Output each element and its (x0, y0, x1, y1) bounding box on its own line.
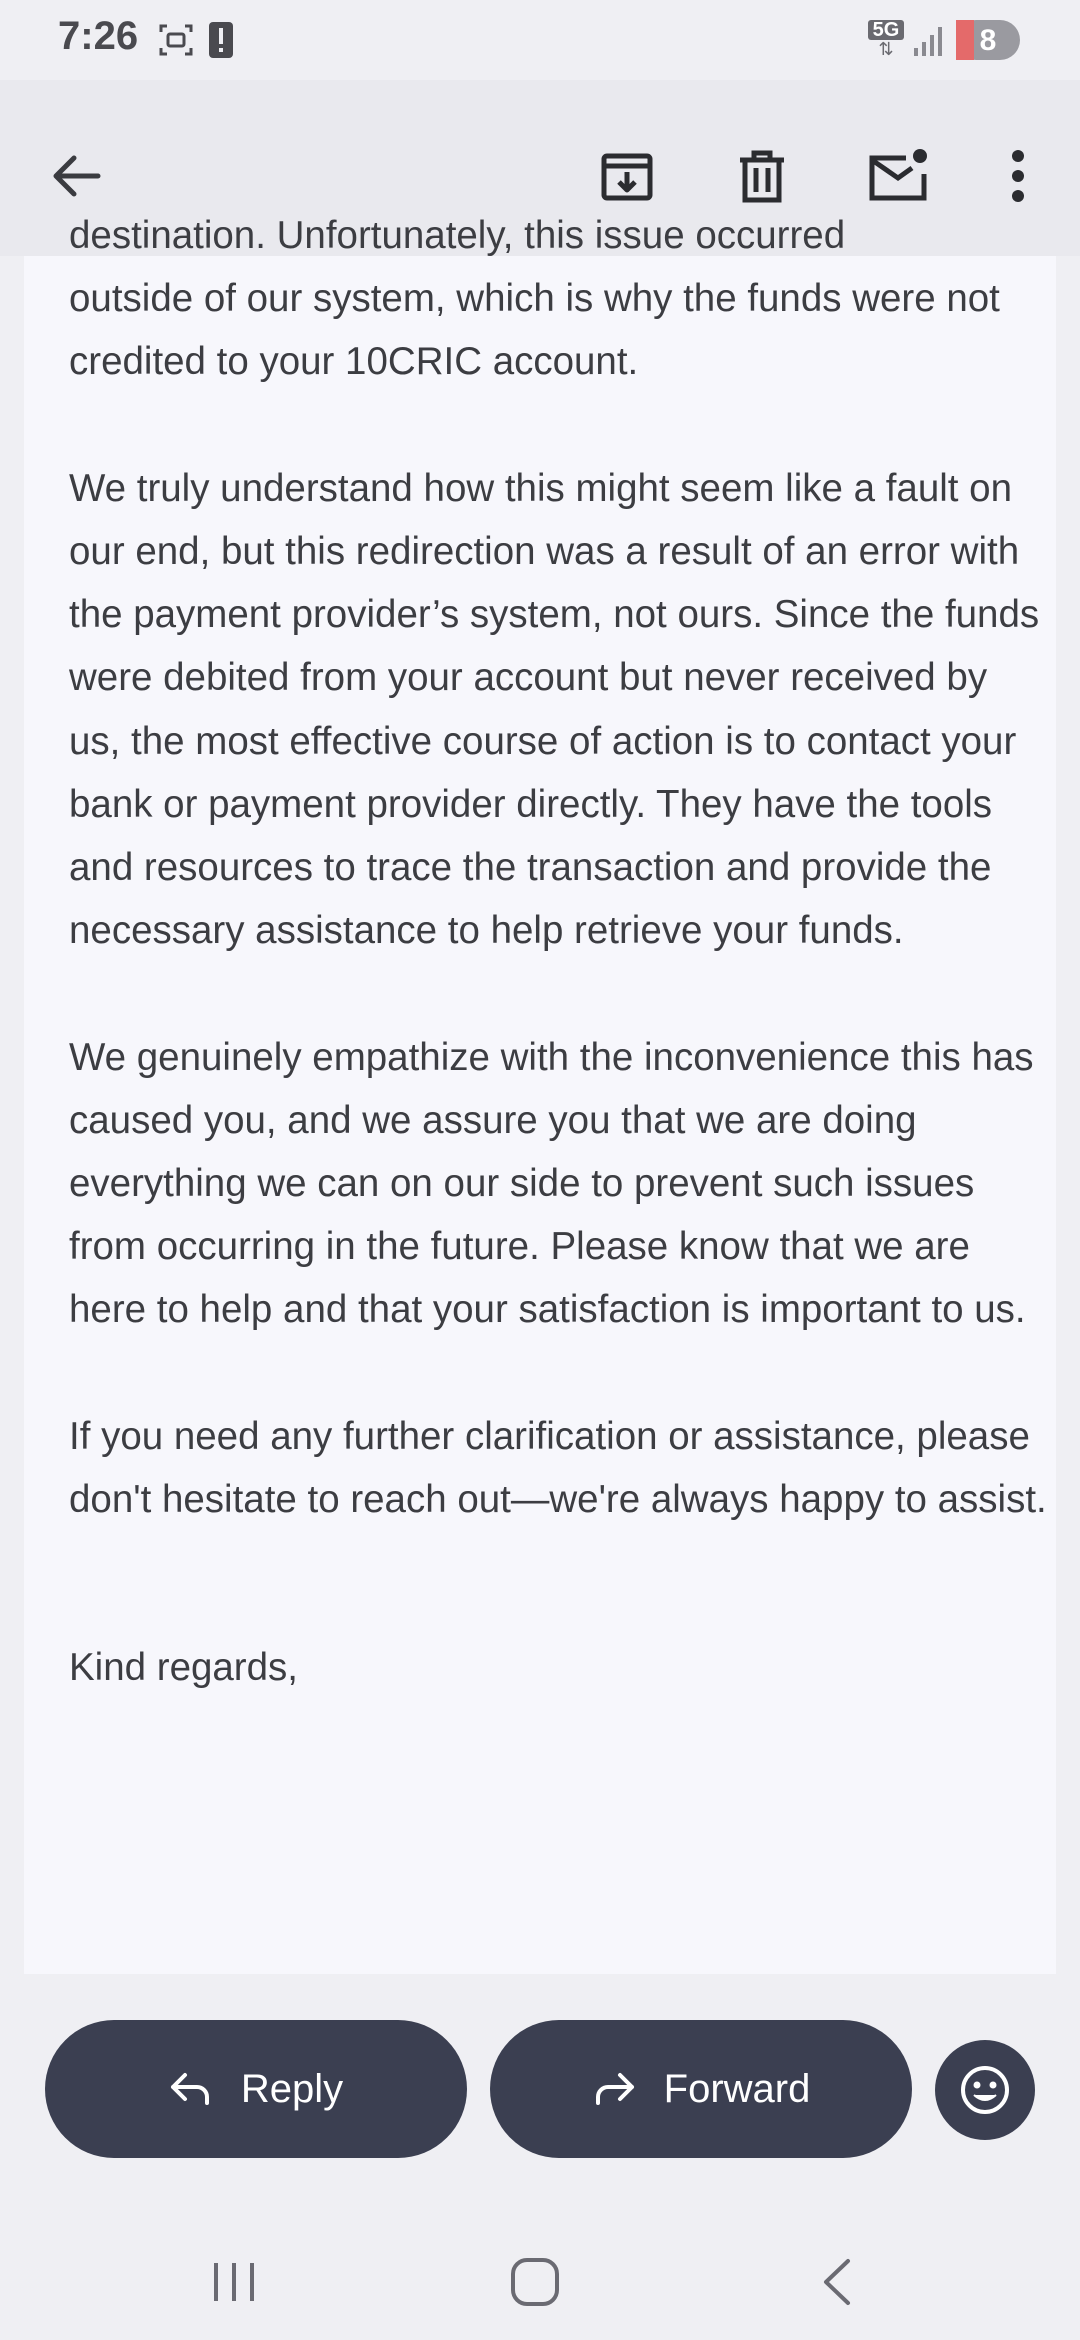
system-nav-bar (0, 2220, 1080, 2340)
recent-apps-button[interactable] (194, 2252, 274, 2312)
screenshot-icon (158, 22, 194, 58)
system-back-button[interactable] (798, 2252, 878, 2312)
email-paragraph: We truly understand how this might seem like a fault on our end, but this redirection was a result of an error with the payment provider’s system, not ours. Since the funds were debited from your account but never received by us, the most effective course of action is to contact your bank or payment provider directly. They have the tools and resources to trace the transaction and provide the necessary assistance to help retrieve your funds. (69, 466, 1040, 953)
reply-label: Reply (240, 2066, 344, 2111)
battery-level: 8 (979, 24, 997, 57)
battery-icon (956, 20, 1020, 60)
partial-top-line: destination. Unfortunately, this issue occurred (69, 214, 846, 257)
more-options-icon (1008, 148, 1028, 204)
reply-icon (169, 2071, 213, 2107)
home-button[interactable] (495, 2252, 575, 2312)
forward-label: Forward (663, 2066, 811, 2111)
network-indicator: 5G ⇅ (868, 20, 904, 60)
forward-icon (592, 2071, 636, 2107)
alert-icon (208, 20, 234, 60)
mark-unread-button[interactable] (862, 140, 934, 212)
emoji-react-button[interactable] (935, 2040, 1035, 2140)
archive-button[interactable] (591, 140, 663, 212)
network-label: 5G (868, 20, 904, 40)
email-body (69, 204, 1049, 1763)
email-paragraph: If you need any further clarification or assistance, please don't hesitate to reach out—we're always happy to assist. (69, 1414, 1047, 1522)
delete-icon (734, 148, 790, 204)
recent-apps-icon (210, 2259, 258, 2305)
status-time: 7:26 (58, 14, 139, 58)
home-icon (510, 2257, 560, 2307)
mark-unread-icon (868, 148, 928, 204)
system-back-icon (818, 2257, 858, 2307)
back-arrow-icon (48, 148, 104, 204)
email-body-card (24, 214, 1056, 1974)
forward-button[interactable] (490, 2020, 912, 2158)
email-paragraph: We genuinely empathize with the inconvenience this has caused you, and we assure you that we are doing everything we can on our side to prevent such issues from occurring in the future. Please know that we are here to help and that your satisfaction is important to us. (69, 1035, 1034, 1332)
emoji-react-icon (959, 2064, 1011, 2116)
email-closing: Kind regards, (69, 1646, 298, 1690)
archive-icon (599, 148, 655, 204)
signal-icon (912, 24, 948, 58)
status-bar (0, 0, 1080, 80)
email-paragraph: outside of our system, which is why the funds were not credited to your 10CRIC account. (69, 277, 1000, 384)
delete-button[interactable] (726, 140, 798, 212)
more-options-button[interactable] (982, 140, 1054, 212)
reply-button[interactable] (45, 2020, 467, 2158)
back-button[interactable] (40, 140, 112, 212)
